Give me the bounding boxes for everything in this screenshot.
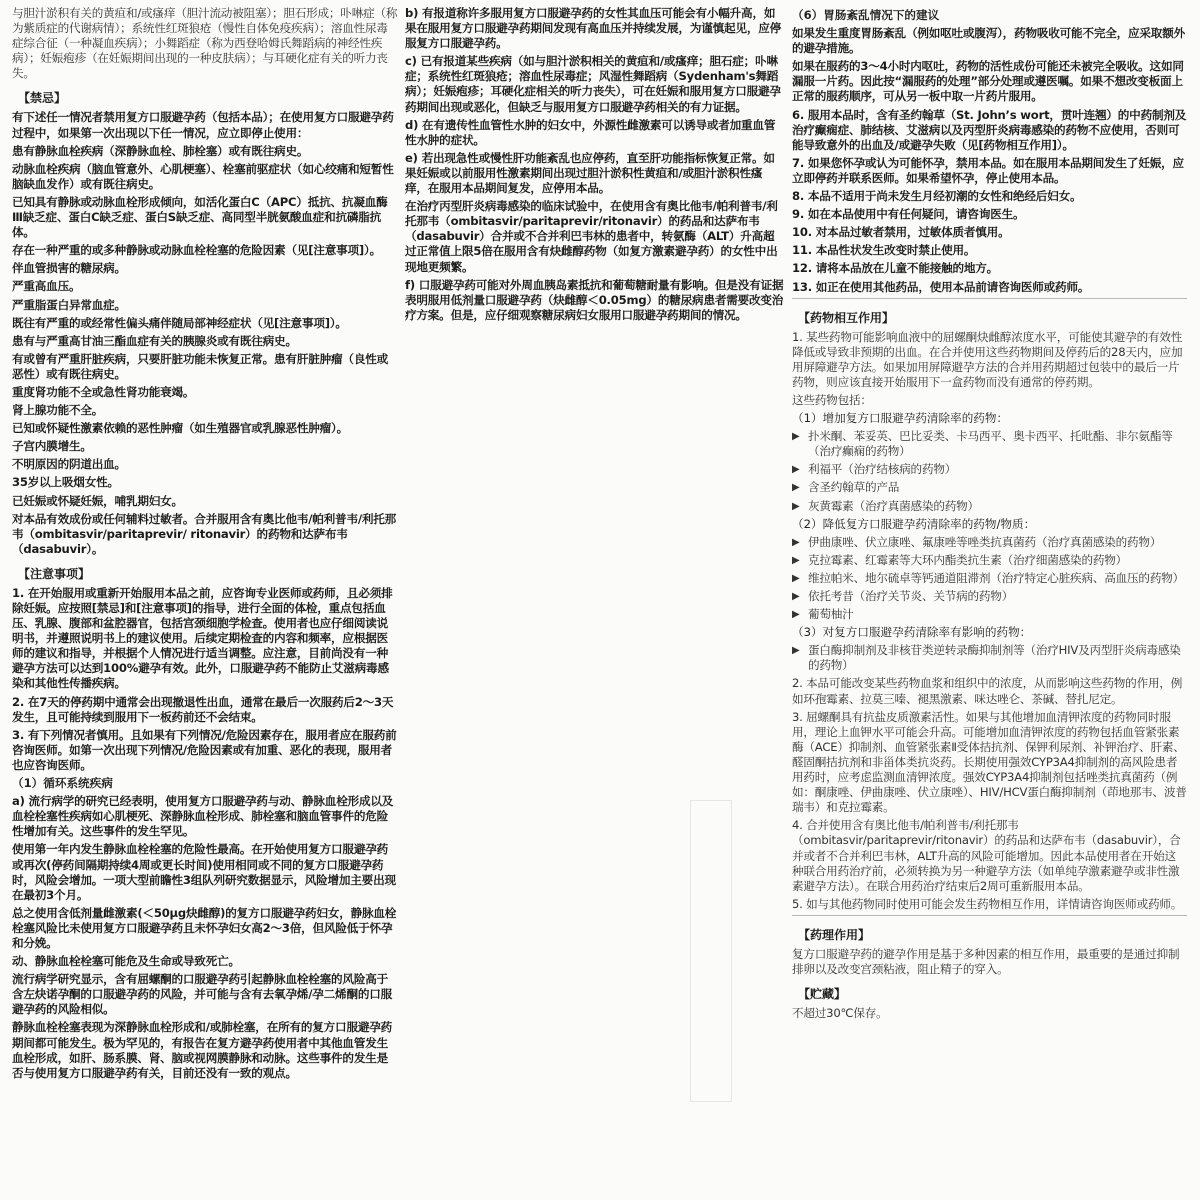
- interaction-paragraph: 2. 本品可能改变某些药物血浆和组织中的浓度，从而影响这些药物的作用，例如环孢霉素、拉莫三嗪、褪黑激素、咪达唑仑、茶碱、替扎尼定。: [792, 676, 1183, 706]
- drug-list-item: ▶ 克拉霉素、红霉素等大环内酯类抗生素（治疗细菌感染的药物）: [792, 553, 1187, 568]
- pharmacology-section: [792, 915, 1187, 977]
- interaction-paragraph: 3. 屈螺酮具有抗盐皮质激素活性。如果与其他增加血清钾浓度的药物同时服用，理论上血钾水平可能会升高。可能增加血清钾浓度的药物包括血管紧张素酶（ACE）抑制剂、血管紧张素Ⅱ受体拮抗剂、保钾利尿剂、补钾治疗、肝素、醛固酮拮抗剂和非甾体类抗炎药。长期使用强效CYP3A4抑制剂的高风险患者用药时，应考虑监测血清钾浓度。强效CYP3A4抑制剂包括唑类抗真菌药（例如：酮康唑、伊曲康唑、伏立康唑）、HIV/HCV蛋白酶抑制剂（茚地那韦、波普瑞韦）和克拉霉素。: [792, 709, 1187, 815]
- left-column: [12, 6, 398, 1196]
- faint-print-mark: [690, 800, 732, 1102]
- contraindication-item: 有或曾有严重肝脏疾病，只要肝脏功能未恢复正常。患有肝脏肿瘤（良性或恶性）或有既往病史。: [12, 351, 388, 381]
- circulatory-paragraph: a) 流行病学的研究已经表明，使用复方口服避孕药与动、静脉血栓形成以及血栓栓塞性疾病如心肌梗死、深静脉血栓形成、肺栓塞和脑血管事件的危险性增加有关。这些事件的发生罕见。: [12, 794, 394, 839]
- contraindication-item: 35岁以上吸烟女性。: [12, 475, 119, 490]
- contraindication-item: 子宫内膜增生。: [12, 439, 92, 454]
- circulatory-paragraph: 使用第一年内发生静脉血栓栓塞的危险性最高。在开始使用复方口服避孕药或再次(停药间隔期持续4周或更长时间)使用相同或不同的复方口服避孕药时，风险会增加。一项大型前瞻性3组队列研究数据显示，风险增加主要出现在最初3个月。: [12, 842, 396, 902]
- drug-list-item: ▶ 葡萄柚汁: [792, 607, 1187, 622]
- numbered-item: 11. 本品性状发生改变时禁止使用。: [792, 243, 976, 258]
- contraindication-item: 严重脂蛋白异常血症。: [12, 297, 126, 312]
- contraindication-item: 患有静脉血栓疾病（深静脉血栓、肺栓塞）或有既往病史。: [12, 143, 309, 158]
- contraindication-item: 已知具有静脉或动脉血栓形成倾向，如活化蛋白C（APC）抵抗、抗凝血酶Ⅲ缺乏症、蛋白C缺乏症、蛋白S缺乏症、高同型半胱氨酸血症和抗磷脂抗体。: [12, 194, 388, 240]
- precautions-heading: 【注意事项】: [18, 566, 91, 581]
- numbered-item: 10. 对本品过敏者禁用，过敏体质者慎用。: [792, 225, 1010, 240]
- circulatory-paragraph: 总之使用含低剂量雌激素(＜50μg炔雌醇)的复方口服避孕药妇女，静脉血栓栓塞风险比未使用复方口服避孕药且未怀孕妇女高2～3倍，但风险低于怀孕和分娩。: [12, 905, 397, 950]
- contraindication-item: 动脉血栓疾病（脑血管意外、心肌梗塞）、栓塞前驱症状（如心绞痛和短暂性脑缺血发作）或有既往病史。: [12, 161, 394, 191]
- numbered-item: 8. 本品不适用于尚未发生月经初潮的女性和绝经后妇女。: [792, 189, 1082, 204]
- precaution-subitem: e) 若出现急性或慢性肝功能紊乱也应停药，直至肝功能指标恢复正常。如果妊娠或以前服用性激素期间出现过胆汁淤积性黄疸和/或胆汁淤积性瘙痒，在服用本品期间复发，应停用本品。: [405, 150, 775, 196]
- contraindication-item: 已知或怀疑性激素依赖的恶性肿瘤（如生殖器官或乳腺恶性肿瘤）。: [12, 421, 349, 436]
- pharmacology-text: 复方口服避孕药的避孕作用是基于多种因素的相互作用，最重要的是通过抑制排卵以及改变宫颈粘液，阻止精子的穿入。: [792, 946, 1180, 976]
- precaution-item: 1. 在开始服用或重新开始服用本品之前，应咨询专业医师或药师，且必须排除妊娠。应按照[禁忌]和[注意事项]的指导，进行全面的体检，重点包括血压、乳腺、腹部和盆腔器官，包括宫颈细胞学检查。使用者也应仔细阅读说明书，并遵照说明书上的建议使用。后续定期检查的内容和频率，应根据医师的建议和指导，并根据个人情况进行适当调整。应注意，目前尚没有一种避孕方法可以达到100%避孕有效。此外，口服避孕药不能防止艾滋病毒感染和其他性传播疾病。: [12, 585, 393, 691]
- contraindication-item: 对本品有效成份或任何辅料过敏者。合并服用含有奥比他韦/帕利普韦/利托那韦（ombitasvir/paritaprevir/ ritonavir）的药物和达萨布韦（dasabuvir）。: [12, 511, 397, 556]
- contraindication-item: 肾上腺功能不全。: [12, 403, 104, 418]
- drug-list-item: ▶ 扑米酮、苯妥英、巴比妥类、卡马西平、奥卡西平、托吡酯、非尔氨酯等（治疗癫痫的药物）: [792, 429, 1187, 459]
- intro-paragraph: 与胆汁淤积有关的黄疸和/或瘙痒（胆汁流动被阻塞）；胆石形成；卟啉症（称为紫质症的代谢病情）；系统性红斑狼疮（慢性自体免疫疾病）；溶血性尿毒症综合征（一种凝血疾病）；小舞蹈症（称为西登哈姆氏舞蹈病的神经性疾病）；妊娠疱疹（在妊娠期间出现的一种皮肤病）；与耳硬化症有关的听力丧失。: [12, 6, 398, 81]
- numbered-item: 9. 如在本品使用中有任何疑问，请咨询医生。: [792, 207, 1025, 222]
- gi-subheading: （6）胃肠紊乱情况下的建议: [792, 8, 940, 22]
- interaction-subtext: 这些药物包括：: [792, 392, 872, 407]
- drug-list-item: ▶ 灰黄霉素（治疗真菌感染的药物）: [792, 499, 1187, 514]
- interactions-section: [792, 298, 1187, 912]
- contraindication-item: 既往有严重的或经常性偏头痛伴随局部神经症状（见[注意事项]）。: [12, 315, 347, 330]
- storage-text: 不超过30℃保存。: [792, 1006, 888, 1021]
- circulatory-subheading: （1）循环系统疾病: [12, 776, 113, 791]
- interaction-paragraph: 4. 合并使用含有奥比他韦/帕利普韦/利托那韦（ombitasvir/paritaprevir/ritonavir）的药品和达萨布韦（dasabuvir），合并或者不合并利巴韦林，ALT升高的风险可能增加。因此本品使用者在开始这种联合用药治疗前，必须转换为另一种避孕方法（如单纯孕激素避孕或非性激素避孕方法）。在联合用药治疗结束后2周可重新服用本品。: [792, 818, 1181, 893]
- precaution-item: 2. 在7天的停药期中通常会出现撤退性出血，通常在最后一次服药后2～3天发生，且可能持续到服用下一板药前还不会结束。: [12, 694, 394, 724]
- drug-list-item: ▶ 含圣约翰草的产品: [792, 480, 1187, 495]
- gi-paragraph: 如果发生重度胃肠紊乱（例如呕吐或腹泻），药物吸收可能不完全，应采取额外的避孕措施。: [792, 26, 1185, 56]
- contraindication-item: 不明原因的阴道出血。: [12, 457, 126, 472]
- gi-paragraph: 如果在服药的3～4小时内呕吐，药物的活性成份可能还未被完全吸收。这如同漏服一片药。因此按“漏服药的处理”部分处理或遵医嘱。如果不想改变板面上正常的服药顺序，可从另一板中取一片药片服用。: [792, 59, 1184, 104]
- circulatory-paragraph: 动、静脉血栓栓塞可能危及生命或导致死亡。: [12, 954, 240, 969]
- numbered-item: 12. 请将本品放在儿童不能接触的地方。: [792, 261, 999, 276]
- contraindication-item: 伴血管损害的糖尿病。: [12, 261, 126, 276]
- numbered-item: 6. 服用本品时，含有圣约翰草（St. John’s wort，贯叶连翘）的中药制剂及治疗癫痫症、肺结核、艾滋病以及丙型肝炎病毒感染的药物不应使用，否则可能导致意外的出血及/或避孕失败（见[药物相互作用]）。: [792, 107, 1187, 152]
- interaction-paragraph: 1. 某些药物可能影响血液中的屈螺酮炔雌醇浓度水平，可能使其避孕的有效性降低或导致非预期的出血。在合并使用这些药物期间及停药后的28天内，应加用屏障避孕方法。如果加用屏障避孕方法的合并用药期超过包装中的最后一片药物，则应该直接开始服用下一盒药物而没有通常的停药期。: [792, 329, 1183, 389]
- numbered-item: 13. 如正在使用其他药品，使用本品前请咨询医师或药师。: [792, 279, 1090, 294]
- precaution-subitem: c) 已有报道某些疾病（如与胆汁淤积相关的黄疸和/或瘙痒；胆石症；卟啉症；系统性红斑狼疮；溶血性尿毒症；风湿性舞蹈病（Sydenham's舞蹈病）；妊娠疱疹；耳硬化症相关的听力丧失），可在妊娠和服用复方口服避孕药期间出现或恶化，但缺乏与服用复方口服避孕药相关的有力证据。: [405, 54, 781, 114]
- drug-list-item: ▶ 依托考昔（治疗关节炎、关节病的药物）: [792, 589, 1187, 604]
- interaction-paragraph: 5. 如与其他药物同时使用可能会发生药物相互作用，详情请咨询医师或药师。: [792, 896, 1183, 911]
- contraindication-item: 存在一种严重的或多种静脉或动脉血栓栓塞的危险因素（见[注意事项]）。: [12, 243, 381, 258]
- contraindication-item: 严重高血压。: [12, 279, 81, 294]
- contraindication-item: 重度肾功能不全或急性肾功能衰竭。: [12, 384, 195, 399]
- group1-heading: （1）增加复方口服避孕药清除率的药物：: [792, 411, 1009, 426]
- precaution-subitem: f) 口服避孕药可能对外周血胰岛素抵抗和葡萄糖耐量有影响。但是没有证据表明服用低剂量口服避孕药（炔雌醇＜0.05mg）的糖尿病患者需要改变治疗方案。但是，应仔细观察糖尿病妇女服用口服避孕药期间的情况。: [405, 277, 784, 322]
- precaution-subitem: b) 有报道称许多服用复方口服避孕药的女性其血压可能会有小幅升高，如果在服用复方口服避孕药期间发现有高血压并持续发展，为谨慎起见，应停服复方口服避孕药。: [405, 6, 781, 51]
- precaution-subitem: 在治疗丙型肝炎病毒感染的临床试验中，在使用含有奥比他韦/帕利普韦/利托那韦（ombitasvir/paritaprevir/ritonavir）的药品和达萨布韦（dasabuvir）合并或不合并利巴韦林的患者中，转氨酶（ALT）升高超过正常值上限5倍在服用含有炔雌醇药物（如复方激素避孕药）的女性中出现地更频繁。: [405, 199, 778, 274]
- group2-heading: （2）降低复方口服避孕药清除率的药物/物质：: [792, 516, 1036, 531]
- pharmacology-heading: 【药理作用】: [798, 927, 871, 942]
- numbered-item: 7. 如果您怀孕或认为可能怀孕，禁用本品。如在服用本品期间发生了妊娠，应立即停药并联系医师。如果希望怀孕，停止使用本品。: [792, 155, 1184, 185]
- right-column: [792, 6, 1187, 1196]
- drug-list-item: ▶ 维拉帕米、地尔硫卓等钙通道阻滞剂（治疗特定心脏疾病、高血压的药物）: [792, 571, 1187, 586]
- drug-list-item: ▶ 利福平（治疗结核病的药物）: [792, 462, 1187, 477]
- drug-list-item: ▶ 蛋白酶抑制剂及非核苷类逆转录酶抑制剂等（治疗HIV及丙型肝炎病毒感染的药物）: [792, 643, 1187, 673]
- drug-list-item: ▶ 伊曲康唑、伏立康唑、氟康唑等唑类抗真菌药（治疗真菌感染的药物）: [792, 535, 1187, 550]
- storage-heading: 【贮藏】: [798, 987, 847, 1002]
- circulatory-paragraph: 静脉血栓栓塞表现为深静脉血栓形成和/或肺栓塞，在所有的复方口服避孕药期间都可能发生。极为罕见的，有报告在复方避孕药使用者中其他血管发生血栓形成，如肝、肠系膜、肾、脑或视网膜静脉和动脉。这些事件的发生是否与使用复方口服避孕药有关，目前还没有一致的观点。: [12, 1020, 393, 1080]
- contraindications-intro: 有下述任一情况者禁用复方口服避孕药（包括本品）；在使用复方口服避孕药过程中，如果第一次出现以下任一情况，应立即停止使用：: [12, 110, 394, 140]
- precaution-item: 3. 有下列情况者慎用。且如果有下列情况/危险因素存在，服用者应在服药前咨询医师。如第一次出现下列情况/危险因素或有加重、恶化的表现，服用者也应咨询医师。: [12, 727, 397, 772]
- circulatory-paragraph: 流行病学研究显示，含有屈螺酮的口服避孕药引起静脉血栓栓塞的风险高于含左炔诺孕酮的口服避孕药的风险，并可能与含有去氧孕烯/孕二烯酮的口服避孕药的风险相似。: [12, 972, 393, 1017]
- precaution-subitem: d) 在有遗传性血管性水肿的妇女中，外源性雌激素可以诱导或者加重血管性水肿的症状。: [405, 117, 776, 147]
- contraindication-item: 患有与严重高甘油三酯血症有关的胰腺炎或有既往病史。: [12, 333, 297, 348]
- group3-heading: （3）对复方口服避孕药清除率有影响的药物：: [792, 625, 1032, 640]
- contraindications-heading: 【禁忌】: [18, 91, 67, 106]
- interactions-heading: 【药物相互作用】: [798, 310, 895, 325]
- contraindication-item: 已妊娠或怀疑妊娠，哺乳期妇女。: [12, 493, 183, 508]
